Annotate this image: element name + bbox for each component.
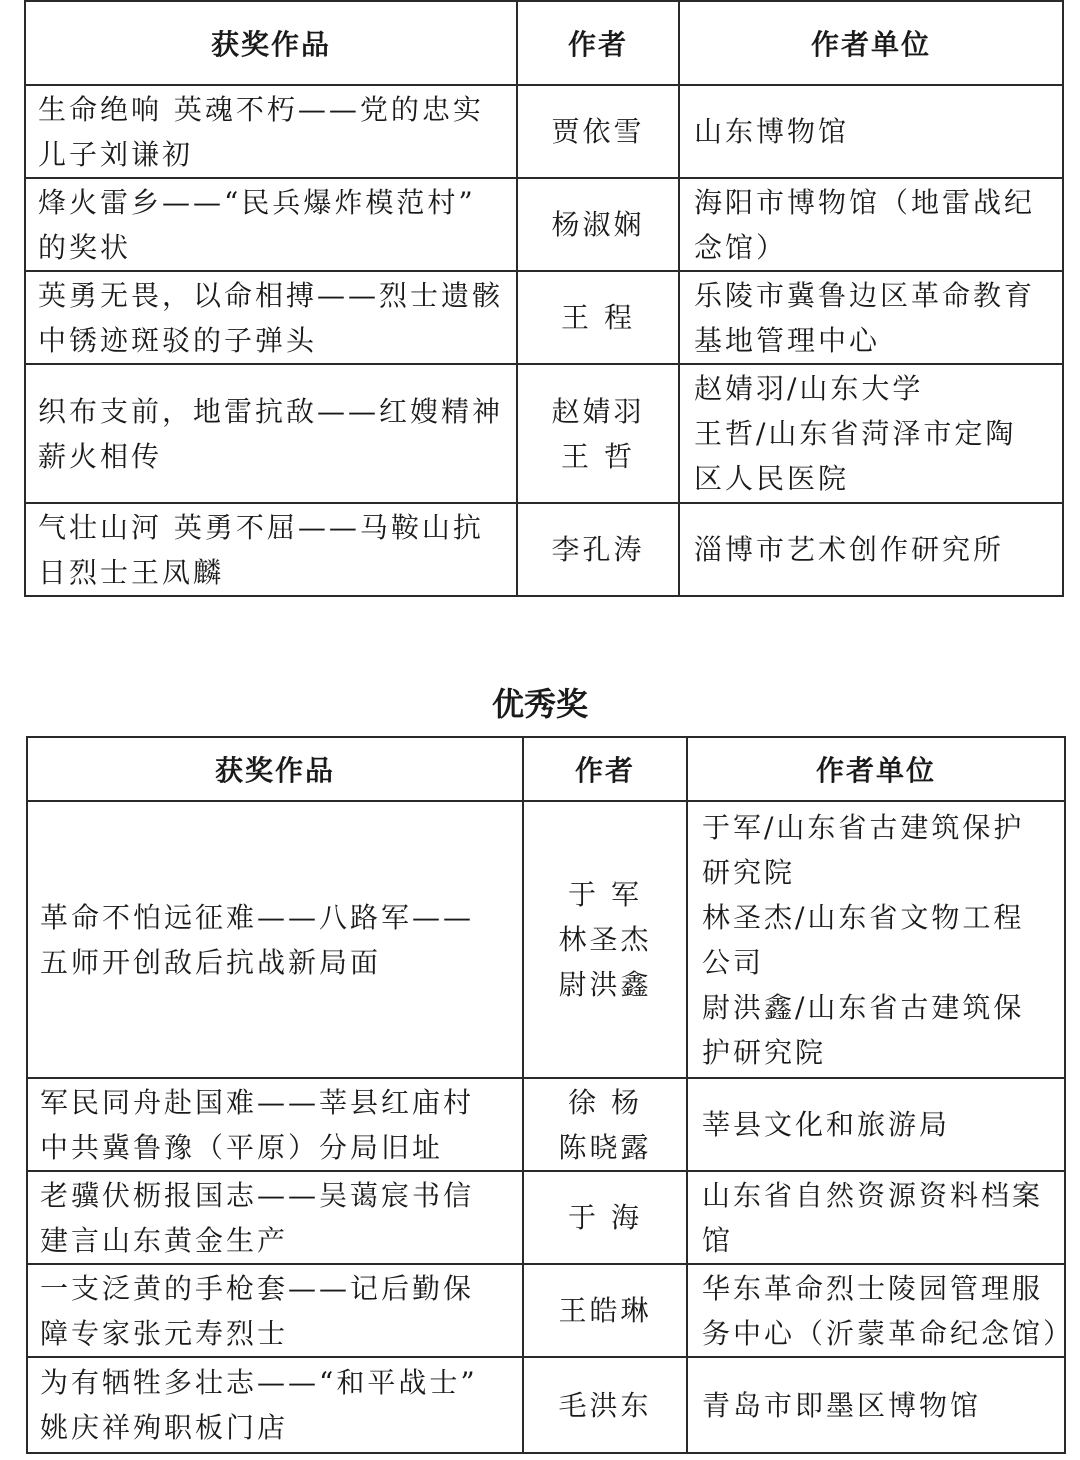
unit-line: 王哲/山东省菏泽市定陶 [694,417,1017,450]
header-author: 作者 [523,737,687,801]
unit-line: 研究院 [702,855,796,889]
work-cell [25,85,517,178]
unit-line: 基地管理中心 [694,323,881,357]
unit-line: 赵婧羽/山东大学 [694,372,924,405]
unit-line: 乐陵市冀鲁边区革命教育 [694,278,1036,312]
author-name: 林圣杰 [558,923,652,956]
unit-line: 尉洪鑫/山东省古建筑保 [702,990,1025,1024]
unit-line: 念馆） [694,230,788,264]
table-row [27,1264,1065,1357]
unit-cell [687,1357,1065,1453]
header-work: 获奖作品 [25,1,517,85]
work-line: 烽火雷乡——“民兵爆炸模范村” [38,185,476,219]
work-line: 中锈迹斑驳的子弹头 [38,323,318,357]
work-cell [25,178,517,271]
author-cell [523,1357,687,1453]
author-name: 贾依雪 [551,115,645,148]
section-title: 优秀奖 [491,685,588,723]
work-cell [25,364,517,503]
author-cell [523,1171,687,1264]
work-cell [25,271,517,364]
work-line: 英勇无畏，以命相搏——烈士遗骸 [38,278,504,312]
work-line: 日烈士王凤麟 [38,555,225,589]
author-name: 于 海 [568,1201,642,1234]
author-name: 李孔涛 [551,533,645,566]
work-cell [27,1171,523,1264]
author-cell [523,801,687,1078]
work-cell [27,801,523,1078]
unit-line: 山东省自然资源资料档案 [702,1178,1044,1212]
work-line: 薪火相传 [38,439,163,473]
work-line: 姚庆祥殉职板门店 [40,1411,289,1444]
work-line: 老骥伏枥报国志——吴蔼宸书信 [40,1178,475,1212]
unit-line: 于军/山东省古建筑保护 [702,810,1025,844]
work-cell [27,1078,523,1171]
work-line: 的奖状 [38,230,132,264]
award-table-excellence [26,736,1075,1454]
author-cell [517,85,679,178]
unit-cell [679,178,1063,271]
author-name: 尉洪鑫 [558,968,652,1001]
unit-line: 莘县文化和旅游局 [702,1108,951,1141]
work-line: 中共冀鲁豫（平原）分局旧址 [40,1130,444,1164]
author-name: 徐 杨 [568,1085,642,1119]
table-row [27,1171,1065,1264]
work-cell [25,503,517,596]
author-cell [517,178,679,271]
author-name: 王皓琳 [558,1294,652,1327]
table-row [25,85,1063,178]
author-cell [517,271,679,364]
author-cell [523,1078,687,1171]
unit-line: 务中心（沂蒙革命纪念馆） [702,1316,1075,1350]
author-name: 王 程 [561,301,635,334]
table-header-row [25,1,1063,85]
author-name: 陈晓露 [558,1130,652,1164]
table-row [25,503,1063,596]
unit-cell [679,503,1063,596]
unit-cell [687,1078,1065,1171]
unit-line: 林圣杰/山东省文物工程 [702,900,1025,934]
author-name: 于 军 [568,878,642,911]
table-row [25,364,1063,503]
unit-cell [687,1171,1065,1264]
unit-line: 青岛市即墨区博物馆 [702,1388,982,1422]
table-row [27,801,1065,1078]
header-unit: 作者单位 [679,1,1063,85]
header-work: 获奖作品 [27,737,523,801]
work-line: 障专家张元寿烈士 [40,1316,289,1350]
work-line: 军民同舟赴国难——莘县红庙村 [40,1085,475,1119]
author-cell [517,503,679,596]
author-name: 毛洪东 [558,1388,652,1422]
author-cell [517,364,679,503]
unit-line: 馆 [702,1223,734,1257]
work-cell [27,1357,523,1453]
author-cell [523,1264,687,1357]
table-row [27,1078,1065,1171]
work-line: 生命绝响 英魂不朽——党的忠实 [38,92,484,126]
header-unit: 作者单位 [687,737,1065,801]
unit-line: 淄博市艺术创作研究所 [694,533,1005,566]
work-line: 五师开创敌后抗战新局面 [40,945,382,979]
unit-cell [687,1264,1075,1357]
unit-cell [679,271,1063,364]
unit-line: 华东革命烈士陵园管理服 [702,1271,1044,1305]
unit-line: 海阳市博物馆（地雷战纪 [694,185,1036,219]
header-author: 作者 [517,1,679,85]
unit-line: 山东博物馆 [694,115,850,148]
author-name: 赵婧羽 [551,394,645,428]
work-cell [27,1264,523,1357]
table-row [25,178,1063,271]
table-row [27,1357,1065,1453]
table-row [25,271,1063,364]
unit-cell [679,85,1063,178]
work-line: 气壮山河 英勇不屈——马鞍山抗 [38,510,484,544]
unit-line: 护研究院 [702,1035,827,1069]
award-table-first [24,0,1064,597]
work-line: 儿子刘谦初 [38,137,194,171]
work-line: 一支泛黄的手枪套——记后勤保 [40,1271,475,1305]
unit-cell [679,364,1063,503]
table-header-row [27,737,1065,801]
unit-cell [687,801,1065,1078]
unit-line: 公司 [702,945,765,979]
work-line: 革命不怕远征难——八路军—— [40,900,475,934]
work-line: 织布支前，地雷抗敌——红嫂精神 [38,394,504,428]
work-line: 为有牺牲多壮志——“和平战士” [40,1366,478,1399]
author-name: 杨淑娴 [551,208,645,241]
unit-line: 区人民医院 [694,462,850,495]
author-name: 王 哲 [561,439,635,473]
work-line: 建言山东黄金生产 [40,1223,289,1257]
